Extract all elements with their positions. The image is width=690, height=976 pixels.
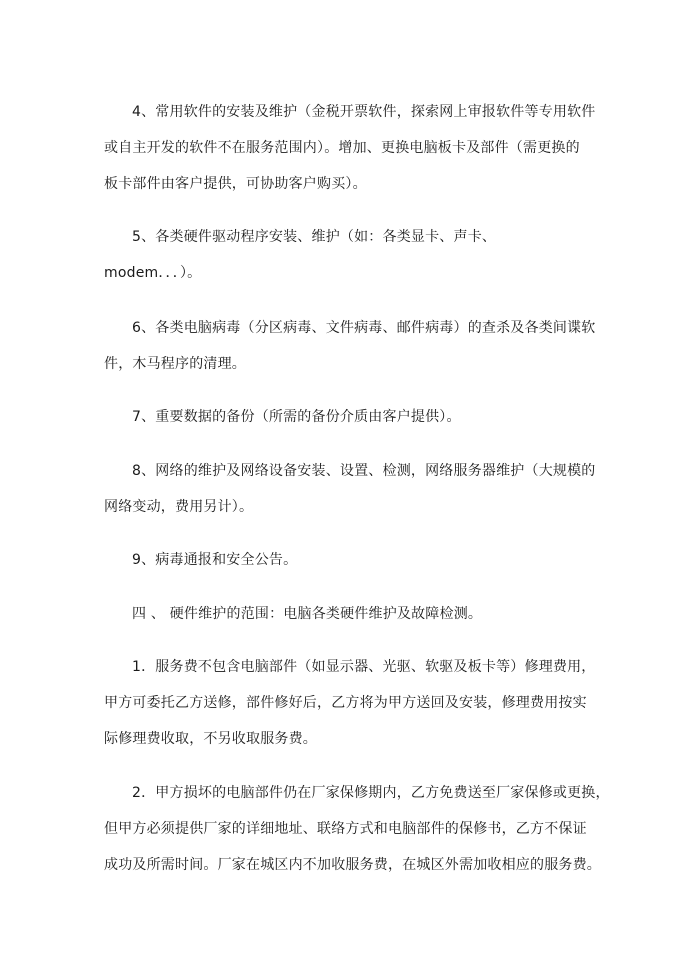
- hardware-item-1-line-3: 际修理费收取，不另收取服务费。: [104, 731, 317, 747]
- paragraph-4-line-3: 板卡部件由客户提供，可协助客户购买）。: [104, 176, 367, 192]
- paragraph-9-line-1: 9、病毒通报和安全公告。: [132, 552, 298, 568]
- paragraph-7-line-1: 7、重要数据的备份（所需的备份介质由客户提供）。: [132, 409, 461, 425]
- paragraph-8-line-1: 8、网络的维护及网络设备安装、设置、检测，网络服务器维护（大规模的: [132, 463, 596, 479]
- paragraph-4-line-2: 或自主开发的软件不在服务范围内）。增加、更换电脑板卡及部件（需更换的: [104, 140, 580, 156]
- paragraph-4-line-1: 4、常用软件的安装及维护（金税开票软件，探索网上审报软件等专用软件: [132, 104, 596, 120]
- hardware-item-1-line-1: 1．服务费不包含电脑部件（如显示器、光驱、软驱及板卡等）修理费用，: [132, 659, 596, 675]
- hardware-item-2-line-3: 成功及所需时间。厂家在城区内不加收服务费，在城区外需加收相应的服务费。: [104, 857, 601, 873]
- section-4-heading: 四 、 硬件维护的范围：电脑各类硬件维护及故障检测。: [132, 606, 483, 622]
- hardware-item-2-line-1: 2．甲方损坏的电脑部件仍在厂家保修期内，乙方免费送至厂家保修或更换，: [132, 785, 610, 801]
- paragraph-6-line-1: 6、各类电脑病毒（分区病毒、文件病毒、邮件病毒）的查杀及各类间谍软: [132, 320, 596, 336]
- paragraph-5-line-1: 5、各类硬件驱动程序安装、维护（如：各类显卡、声卡、: [132, 229, 497, 245]
- hardware-item-2-line-2: 但甲方必须提供厂家的详细地址、联络方式和电脑部件的保修书，乙方不保证: [104, 821, 587, 837]
- hardware-item-1-line-2: 甲方可委托乙方送修，部件修好后，乙方将为甲方送回及安装，修理费用按实: [104, 695, 587, 711]
- paragraph-6-line-2: 件，木马程序的清理。: [104, 356, 246, 372]
- paragraph-8-line-2: 网络变动，费用另计）。: [104, 499, 254, 515]
- paragraph-5-line-2: modem．．．）。: [104, 265, 202, 281]
